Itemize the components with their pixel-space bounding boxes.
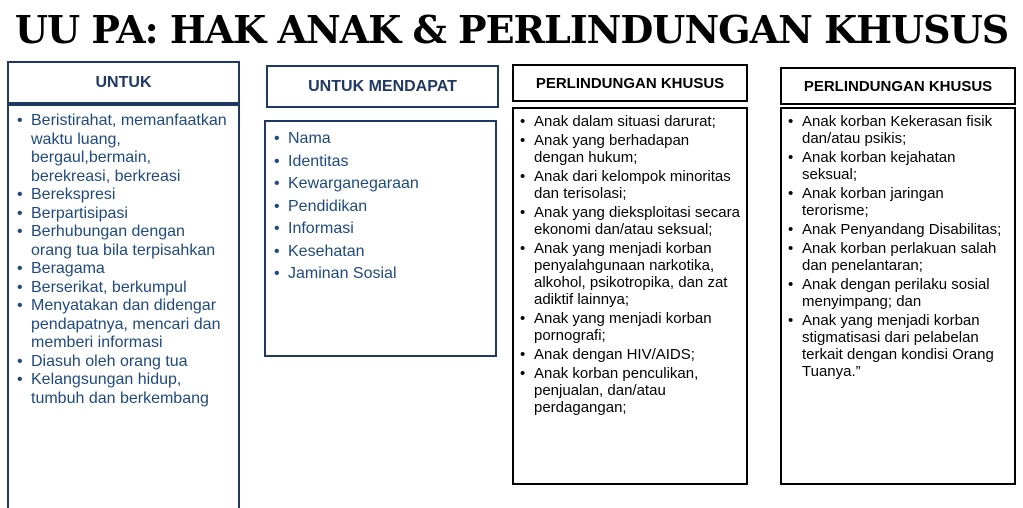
panel-untuk	[7, 104, 240, 508]
list-item: • Anak korban kejahatan seksual;	[788, 149, 1008, 183]
list-untuk	[17, 112, 230, 408]
list-item: • Anak yang menjadi korban stigmatisasi dari pelabelan terkait dengan kondisi Orang Tuanya.”	[788, 312, 1008, 380]
list-item: • Anak korban penculikan, penjualan, dan/atau perdagangan;	[520, 365, 740, 416]
list-item: • Anak dengan perilaku sosial menyimpang; dan	[788, 276, 1008, 310]
list-item: • Anak dengan HIV/AIDS;	[520, 346, 740, 363]
list-item: • Anak korban jaringan terorisme;	[788, 185, 1008, 219]
list-item: • Anak Penyandang Disabilitas;	[788, 221, 1008, 238]
list-item: • Nama	[274, 128, 487, 151]
list-item: • Menyatakan dan didengar pendapatnya, mencari dan memberi informasi	[17, 297, 230, 353]
list-item: • Berhubungan dengan orang tua bila terpisahkan	[17, 223, 230, 260]
list-item: • Kesehatan	[274, 241, 487, 264]
header-perlindungan-khusus-2	[780, 67, 1016, 105]
list-item: • Kewarganegaraan	[274, 173, 487, 196]
header-untuk-label: UNTUK	[95, 73, 152, 91]
list-item: • Kelangsungan hidup, tumbuh dan berkembang	[17, 371, 230, 408]
list-perlindungan-khusus-1	[520, 113, 740, 416]
list-item: • Anak yang menjadi korban penyalahgunaan narkotika, alkohol, psikotropika, dan zat adiktif lainnya;	[520, 240, 740, 308]
list-item: • Anak dalam situasi darurat;	[520, 113, 740, 130]
list-untuk-mendapat	[274, 128, 487, 286]
list-item: • Berekspresi	[17, 186, 230, 205]
list-item: • Jaminan Sosial	[274, 263, 487, 286]
header-untuk-mendapat	[266, 65, 499, 108]
list-perlindungan-khusus-2	[788, 113, 1008, 380]
list-item: • Anak korban Kekerasan fisik dan/atau psikis;	[788, 113, 1008, 147]
list-item: • Anak yang menjadi korban pornografi;	[520, 310, 740, 344]
header-untuk	[7, 61, 240, 104]
header-perlindungan-khusus-1	[512, 64, 748, 102]
list-item: • Berpartisipasi	[17, 205, 230, 224]
page-title: UU PA: HAK ANAK & PERLINDUNGAN KHUSUS	[14, 7, 1009, 52]
list-item: • Anak yang dieksploitasi secara ekonomi dan/atau seksual;	[520, 204, 740, 238]
panel-untuk-mendapat	[264, 120, 497, 357]
header-untuk-mendapat-label: UNTUK MENDAPAT	[308, 77, 457, 95]
list-item: • Informasi	[274, 218, 487, 241]
list-item: • Pendidikan	[274, 196, 487, 219]
list-item: • Beragama	[17, 260, 230, 279]
list-item: • Anak yang berhadapan dengan hukum;	[520, 132, 740, 166]
list-item: • Identitas	[274, 151, 487, 174]
header-perlindungan-khusus-1-label: PERLINDUNGAN KHUSUS	[535, 74, 725, 92]
list-item: • Anak dari kelompok minoritas dan terisolasi;	[520, 168, 740, 202]
list-item: • Anak korban perlakuan salah dan penelantaran;	[788, 240, 1008, 274]
panel-perlindungan-khusus-1	[512, 107, 748, 485]
list-item: • Diasuh oleh orang tua	[17, 353, 230, 372]
list-item: • Beristirahat, memanfaatkan waktu luang, bergaul,bermain, berekreasi, berkreasi	[17, 112, 230, 186]
header-perlindungan-khusus-2-label: PERLINDUNGAN KHUSUS	[803, 77, 993, 95]
list-item: • Berserikat, berkumpul	[17, 279, 230, 298]
panel-perlindungan-khusus-2	[780, 107, 1016, 485]
